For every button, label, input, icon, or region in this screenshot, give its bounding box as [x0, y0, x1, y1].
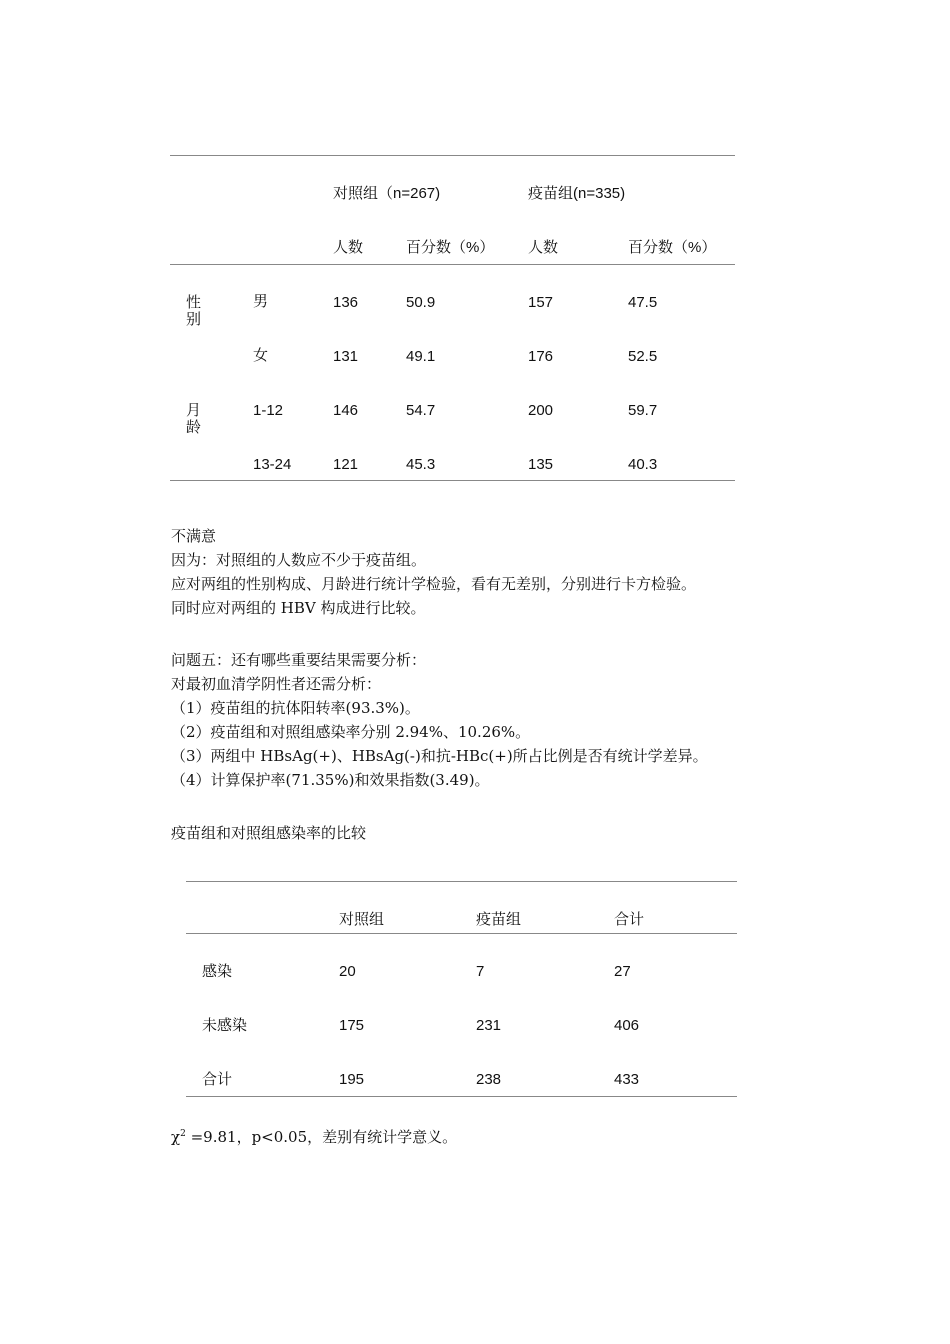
category-char: 龄	[186, 418, 202, 436]
cell-value: 131	[333, 348, 359, 365]
table1-header-rule	[170, 264, 735, 265]
cell-value: 45.3	[406, 456, 436, 473]
cell-value: 7	[476, 963, 485, 980]
cell-value: 54.7	[406, 402, 436, 419]
category-char: 性	[186, 293, 202, 311]
row-item: 1-12	[253, 402, 284, 419]
cell-value: 52.5	[628, 348, 658, 365]
paragraph-line: 因为：对照组的人数应不少于疫苗组。	[171, 551, 427, 569]
table2-header-vaccine: 疫苗组	[476, 910, 522, 928]
table1-group-header-vaccine: 疫苗组(n=335)	[528, 185, 626, 202]
row-label: 感染	[202, 962, 233, 980]
cell-value: 146	[333, 402, 359, 419]
cell-value: 49.1	[406, 348, 436, 365]
category-char: 别	[186, 310, 202, 328]
row-item: 男	[253, 293, 269, 310]
cell-value: 27	[614, 963, 631, 980]
row-label: 未感染	[202, 1016, 248, 1034]
table1-subheader-percent-control: 百分数（%）	[406, 239, 495, 256]
table1-group-header-control: 对照组（n=267)	[333, 185, 441, 202]
paragraph-line: 对最初血清学阴性者还需分析：	[171, 675, 382, 693]
paragraph-line: （1）疫苗组的抗体阳转率(93.3%)。	[171, 699, 420, 717]
paragraph-line: 应对两组的性别构成、月龄进行统计学检验，看有无差别，分别进行卡方检验。	[171, 575, 697, 593]
cell-value: 136	[333, 294, 359, 311]
table1-subheader-count-vaccine: 人数	[528, 239, 559, 256]
chi-superscript: 2	[180, 1129, 186, 1139]
cell-value: 176	[528, 348, 554, 365]
table1-category-age	[186, 402, 202, 436]
cell-value: 175	[339, 1017, 365, 1034]
cell-value: 50.9	[406, 294, 436, 311]
table1-top-rule	[170, 155, 735, 156]
table2-title: 疫苗组和对照组感染率的比较	[171, 824, 367, 842]
table2-header-total: 合计	[614, 910, 645, 928]
cell-value: 40.3	[628, 456, 658, 473]
cell-value: 433	[614, 1071, 640, 1088]
table1-subheader-percent-vaccine: 百分数（%）	[628, 239, 717, 256]
table2-bottom-rule	[186, 1096, 737, 1097]
paragraph-line: （3）两组中 HBsAg(+)、HBsAg(-)和抗-HBc(+)所占比例是否有统计学差异。	[171, 747, 708, 765]
chi-symbol: χ	[171, 1128, 181, 1146]
cell-value: 200	[528, 402, 554, 419]
table2-header-rule	[186, 933, 737, 934]
cell-value: 238	[476, 1071, 502, 1088]
table2-header-control: 对照组	[339, 910, 385, 928]
row-item: 女	[253, 347, 269, 364]
table1-category-sex	[186, 294, 202, 328]
paragraph-line: 同时应对两组的 HBV 构成进行比较。	[171, 599, 426, 617]
paragraph-line: （2）疫苗组和对照组感染率分别 2.94%、10.26%。	[171, 723, 531, 741]
chi-square-result	[171, 1125, 457, 1146]
paragraph-line: 问题五：还有哪些重要结果需要分析：	[171, 651, 427, 669]
row-label: 合计	[202, 1070, 233, 1088]
table1-bottom-rule	[170, 480, 735, 481]
cell-value: 47.5	[628, 294, 658, 311]
cell-value: 406	[614, 1017, 640, 1034]
cell-value: 135	[528, 456, 554, 473]
row-item: 13-24	[253, 456, 292, 473]
cell-value: 231	[476, 1017, 502, 1034]
table2-top-rule	[186, 881, 737, 882]
cell-value: 20	[339, 963, 356, 980]
chi-text: =9.81，p<0.05，差别有统计学意义。	[185, 1128, 458, 1146]
cell-value: 195	[339, 1071, 365, 1088]
cell-value: 121	[333, 456, 359, 473]
cell-value: 157	[528, 294, 554, 311]
paragraph-line: 不满意	[171, 527, 217, 545]
paragraph-line: （4）计算保护率(71.35%)和效果指数(3.49)。	[171, 771, 490, 789]
category-char: 月	[186, 401, 202, 419]
cell-value: 59.7	[628, 402, 658, 419]
table1-subheader-count-control: 人数	[333, 239, 364, 256]
